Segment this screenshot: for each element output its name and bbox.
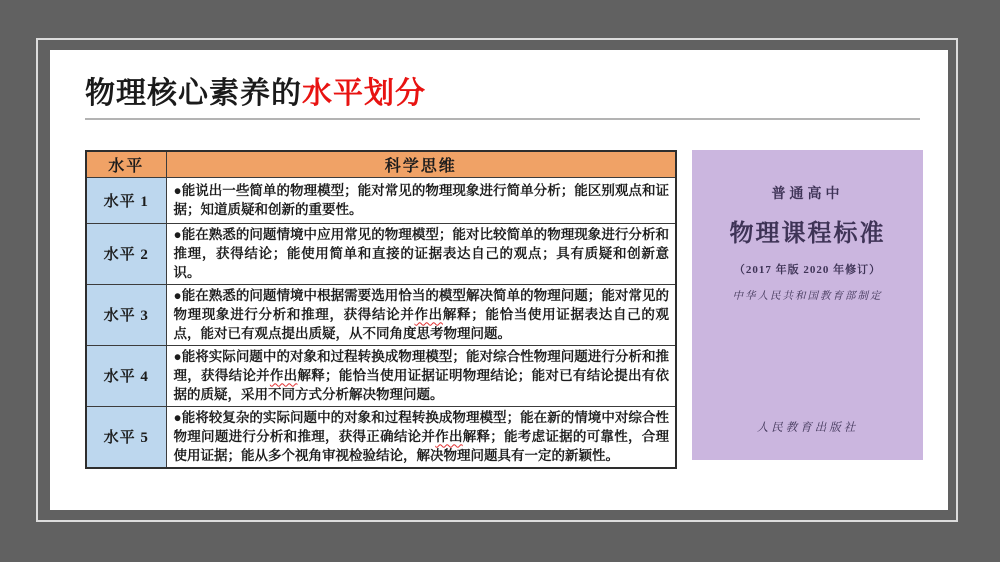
page-title [85,68,426,112]
table-row-level-2 [86,223,676,284]
book-cover-series-label: 普通高中 [771,187,844,202]
table-header-row [86,151,676,177]
description-cell [166,177,676,223]
description-text: ●能说出一些简单的物理模型；能对常见的物理现象进行简单分析；能区别观点和证据；知道质疑和创新的重要性。 [173,182,669,217]
description-text: ●能将较复杂的实际问题中的对象和过程转换成物理模型；能在新的情境中对综合性物理问题进行分析和推理，获得正确结论并 [173,409,669,444]
page-title-red-part: 水平划分 [302,77,426,110]
level-cell: 水平 5 [86,406,166,468]
table-row-level-5 [86,406,676,468]
header-cell-scientific-thinking: 科学思维 [166,151,676,177]
description-text: 解释；能恰当使用证据表达自己的观点，能对已有观点提出质疑，从不同角度思考物理问题。 [173,306,670,341]
table-row-level-1 [86,177,676,223]
book-cover-edition: （2017 年版 2020 年修订） [733,264,882,276]
page-title-black-part: 物理核心素养的 [85,77,302,110]
description-cell [166,406,676,468]
title-underline-rule [85,118,920,120]
slide-canvas [50,50,948,510]
misspell-marked-text: 作出 [414,306,443,322]
book-cover-title: 物理课程标准 [729,221,886,247]
description-text: 解释；能考虑证据的可靠性，合理使用证据；能从多个视角审视检验结论，解决物理问题具有一定的新颖性。 [173,428,670,463]
level-cell: 水平 1 [86,177,166,223]
misspell-marked-text: 作出 [269,367,298,383]
level-cell: 水平 3 [86,284,166,345]
table-row-level-4 [86,345,676,406]
level-cell: 水平 2 [86,223,166,284]
book-cover-image [692,150,923,460]
description-text: ●能将实际问题中的对象和过程转换成物理模型；能对综合性物理问题进行分析和推理，获得结论并 [173,348,669,383]
misspell-marked-text: 作出 [435,428,463,444]
book-cover-issuer: 中华人民共和国教育部制定 [732,291,883,302]
description-cell [166,345,676,406]
levels-table [85,150,677,469]
level-cell: 水平 4 [86,345,166,406]
description-text: ●能在熟悉的问题情境中根据需要选用恰当的模型解决简单的物理问题；能对常见的物理现象进行分析和推理，获得结论并 [173,287,669,322]
table-row-level-3 [86,284,676,345]
description-text: ●能在熟悉的问题情境中应用常见的物理模型；能对比较简单的物理现象进行分析和推理，获得结论；能使用简单和直接的证据表达自己的观点；具有质疑和创新意识。 [173,226,669,280]
description-cell [166,284,676,345]
book-cover-publisher: 人民教育出版社 [756,422,859,434]
description-cell [166,223,676,284]
description-text: 解释；能恰当使用证据证明物理结论；能对已有结论提出有依据的质疑，采用不同方式分析解决物理问题。 [173,367,670,402]
header-cell-level: 水平 [86,151,166,177]
